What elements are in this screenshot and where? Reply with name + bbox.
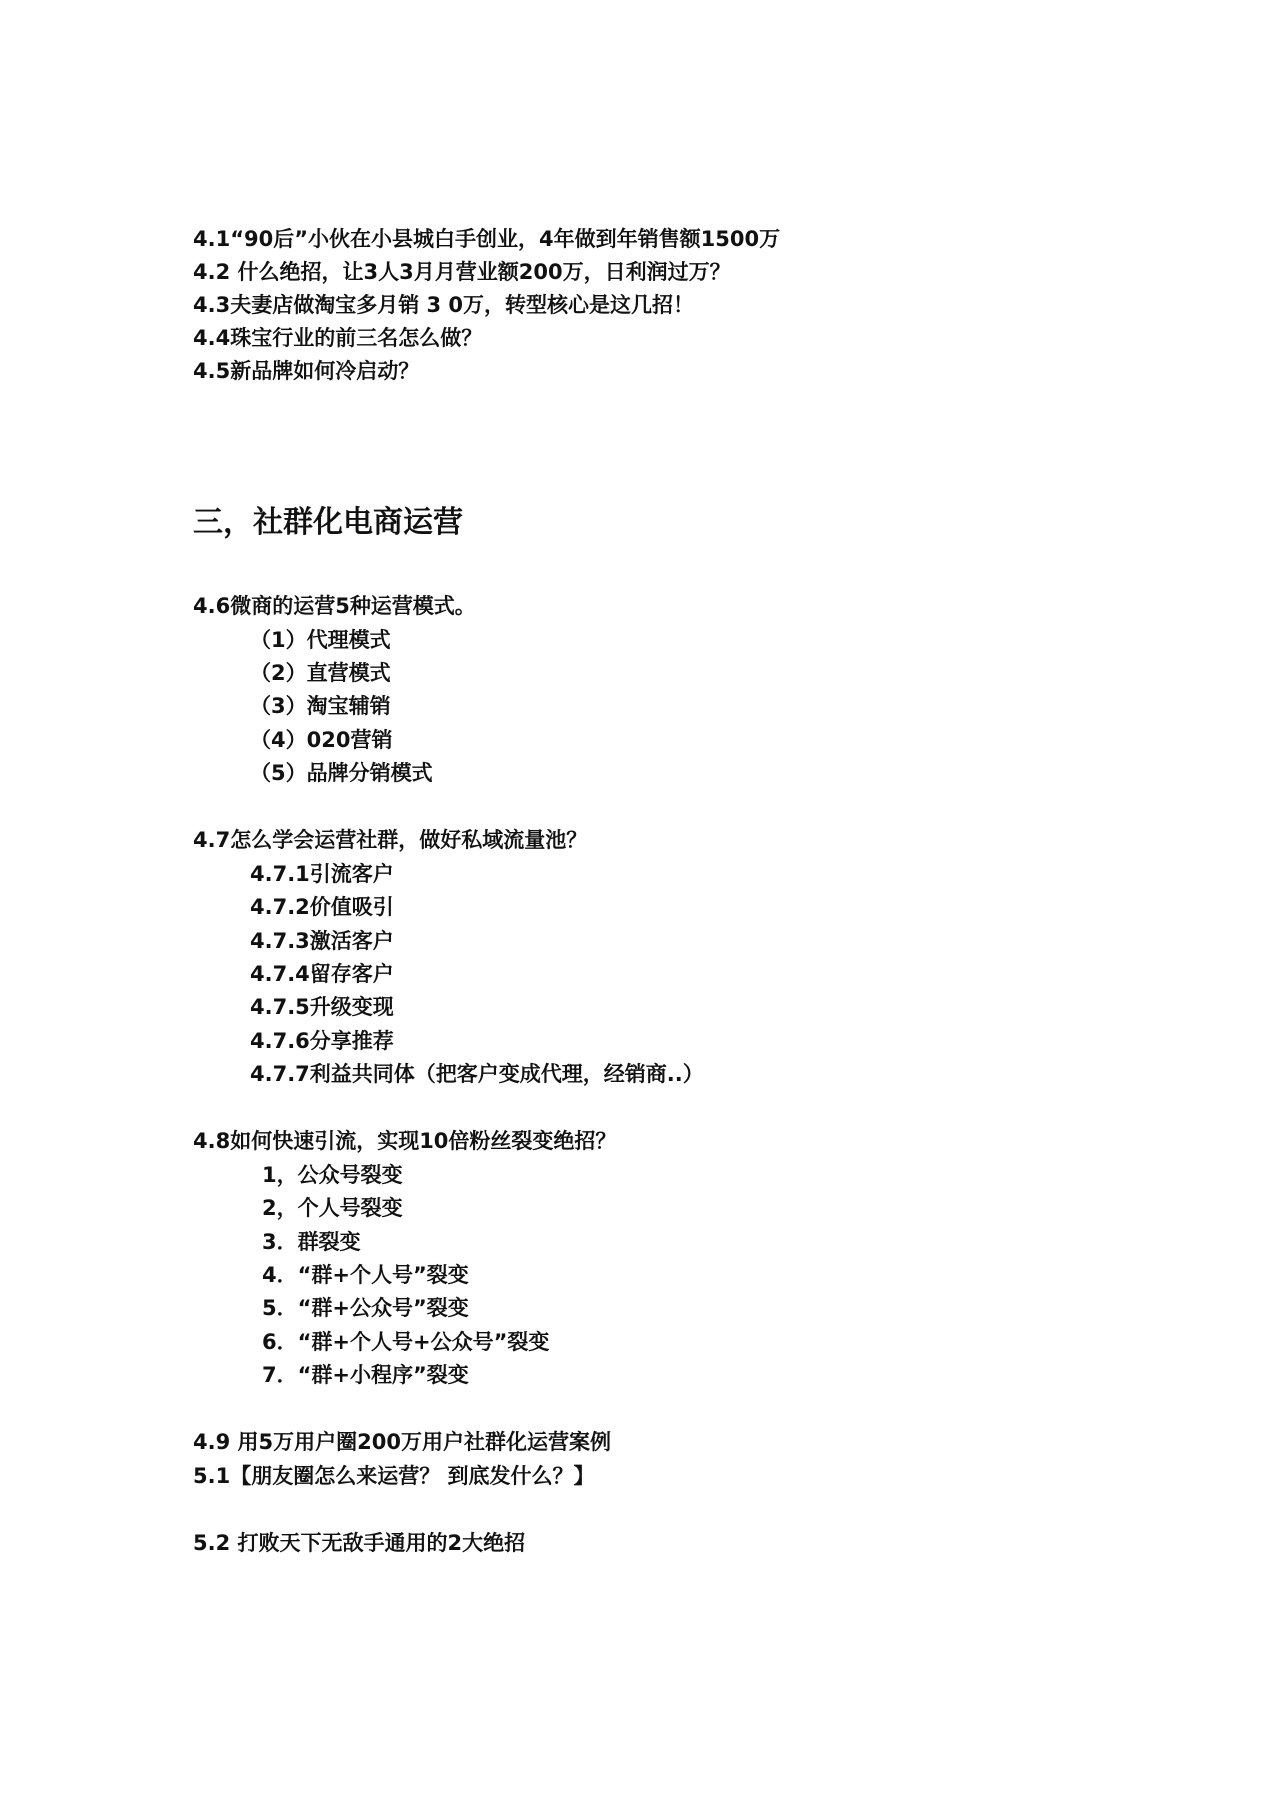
list-item: 4.7.7利益共同体（把客户变成代理，经销商..） <box>250 1062 704 1086</box>
toc-item-4-4: 4.4珠宝行业的前三名怎么做？ <box>193 326 483 350</box>
toc-item-4-8: 4.8如何快速引流，实现10倍粉丝裂变绝招？ <box>193 1129 617 1153</box>
toc-item-4-7: 4.7怎么学会运营社群，做好私域流量池？ <box>193 828 588 852</box>
list-item: 4.7.4留存客户 <box>250 962 394 986</box>
toc-item-4-1: 4.1“90后”小伙在小县城白手创业，4年做到年销售额1500万 <box>193 227 781 251</box>
list-item: 4.7.3激活客户 <box>250 929 394 953</box>
toc-item-4-3: 4.3夫妻店做淘宝多月销 3 0万，转型核心是这几招！ <box>193 293 695 317</box>
section-heading: 三，社群化电商运营 <box>193 505 463 540</box>
list-item: 1，公众号裂变 <box>262 1163 403 1187</box>
toc-item-4-9: 4.9 用5万用户圈200万用户社群化运营案例 <box>193 1430 611 1454</box>
toc-item-5-2: 5.2 打败天下无敌手通用的2大绝招 <box>193 1531 526 1555</box>
list-item: （1）代理模式 <box>250 628 391 652</box>
list-item: 4.7.6分享推荐 <box>250 1029 394 1053</box>
list-item: （2）直营模式 <box>250 661 391 685</box>
list-item: 4.7.1引流客户 <box>250 862 394 886</box>
toc-item-4-6: 4.6微商的运营5种运营模式。 <box>193 594 476 618</box>
list-item: 2，个人号裂变 <box>262 1196 403 1220</box>
list-item: 4.7.2价值吸引 <box>250 895 394 919</box>
list-item: （4）020营销 <box>250 728 393 752</box>
toc-item-5-1: 5.1【朋友圈怎么来运营？ 到底发什么？】 <box>193 1464 595 1488</box>
list-item: 6．“群+个人号+公众号”裂变 <box>262 1330 550 1354</box>
list-item: （5）品牌分销模式 <box>250 761 433 785</box>
list-item: 3．群裂变 <box>262 1230 361 1254</box>
toc-item-4-5: 4.5新品牌如何冷启动？ <box>193 359 420 383</box>
list-item: 7．“群+小程序”裂变 <box>262 1363 469 1387</box>
list-item: 4．“群+个人号”裂变 <box>262 1263 469 1287</box>
list-item: 5．“群+公众号”裂变 <box>262 1296 469 1320</box>
list-item: 4.7.5升级变现 <box>250 995 394 1019</box>
toc-item-4-2: 4.2 什么绝招，让3人3月月营业额200万，日利润过万？ <box>193 260 731 284</box>
list-item: （3）淘宝辅销 <box>250 694 391 718</box>
